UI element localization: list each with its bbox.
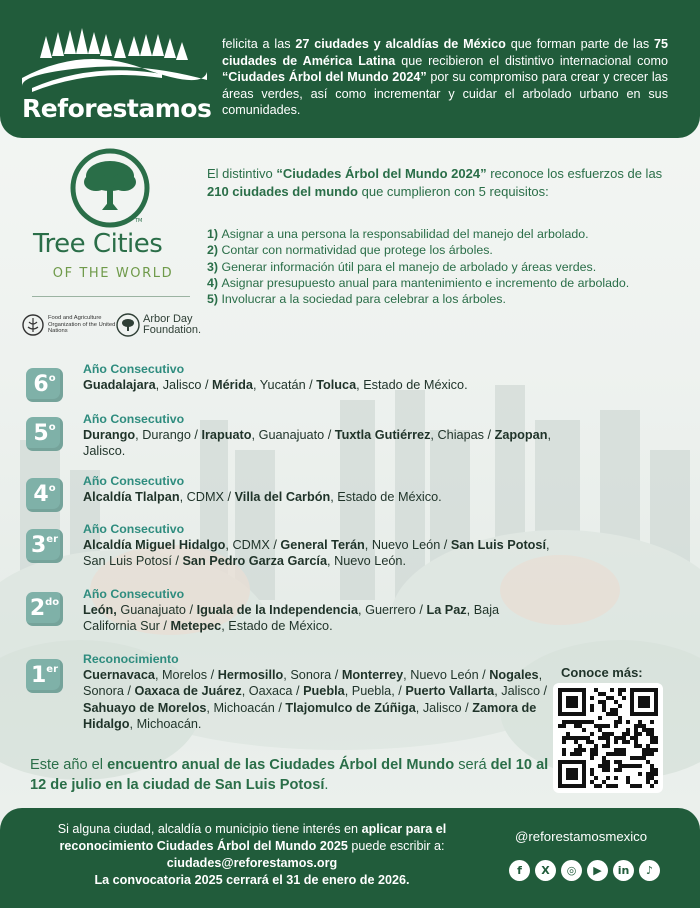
text-segment: reconoce los esfuerzos de las xyxy=(486,166,663,181)
highlight-text: Tuxtla Gutiérrez xyxy=(334,428,431,442)
highlight-text: 27 ciudades y alcaldías de México xyxy=(295,37,506,51)
highlight-text: “Ciudades Árbol del Mundo 2024” xyxy=(276,166,487,181)
requirement-item xyxy=(207,242,687,258)
header-banner xyxy=(0,0,700,138)
text-segment: , Jalisco. xyxy=(83,428,552,459)
qr-label: Conoce más: xyxy=(561,665,643,680)
text-segment: felicita a las xyxy=(222,37,296,51)
arbor-day-logo xyxy=(116,313,233,337)
highlight-text: “Ciudades Árbol del Mundo 2024” xyxy=(222,70,427,85)
forest-hills-logo-icon xyxy=(22,28,207,92)
youtube-icon[interactable]: ▶ xyxy=(587,860,608,881)
requirement-text: Involucrar a la sociedad para celebrar a los árboles. xyxy=(221,292,506,307)
year-badge xyxy=(26,529,63,563)
highlight-text: 75 ciudades de América Latina xyxy=(222,37,669,68)
requirement-item xyxy=(207,226,687,242)
cities-entry xyxy=(83,362,553,393)
highlight-text: Cuernavaca xyxy=(83,668,155,682)
footer-banner xyxy=(0,808,700,908)
highlight-text: Hermosillo xyxy=(217,668,284,682)
requirement-item xyxy=(207,275,687,291)
highlight-text: Tlajomulco de Zúñiga xyxy=(285,700,416,715)
tiktok-icon[interactable]: ♪ xyxy=(639,860,660,881)
text-segment: El distintivo xyxy=(207,166,277,181)
highlight-text: Toluca xyxy=(316,378,357,392)
year-ordinal: er xyxy=(46,534,59,545)
text-segment: . xyxy=(324,776,329,793)
requirement-text: Asignar a una persona la responsabilidad del manejo del arbolado. xyxy=(221,227,589,241)
requirement-number: 2) xyxy=(207,243,222,258)
highlight-text: La Paz xyxy=(426,603,467,617)
highlight-text: aplicar para el reconocimiento Ciudades Árbol del Mundo 2025 xyxy=(59,822,447,853)
requirement-text: Asignar presupuesto anual para mantenimiento e incremento de arbolado. xyxy=(221,275,630,290)
year-ordinal: o xyxy=(48,422,56,433)
cities-entry xyxy=(83,522,553,570)
year-badge xyxy=(26,592,63,626)
year-ordinal: o xyxy=(48,483,56,494)
entry-label: Año Consecutivo xyxy=(83,412,185,426)
cities-entry xyxy=(83,652,553,732)
highlight-text: Puerto Vallarta xyxy=(405,684,495,699)
linkedin-icon[interactable]: in xyxy=(613,860,634,881)
year-number: 5 xyxy=(33,421,49,446)
year-number: 1 xyxy=(30,663,47,688)
highlight-text: Monterrey xyxy=(341,668,404,682)
header-text xyxy=(222,36,668,119)
highlight-text: encuentro anual de las Ciudades Árbol del Mundo xyxy=(107,757,455,773)
contact-email[interactable]: ciudades@reforestamos.org xyxy=(166,856,338,870)
requirement-item xyxy=(207,291,687,307)
divider xyxy=(32,296,190,297)
footer-text xyxy=(18,821,486,889)
year-ordinal: o xyxy=(48,373,56,384)
footer-apply-text xyxy=(18,821,486,855)
year-badge xyxy=(26,478,63,512)
reforestamos-logo xyxy=(22,28,212,128)
entry-cities xyxy=(83,602,553,635)
text-segment: , Nuevo León / xyxy=(364,538,451,552)
year-badge xyxy=(26,417,63,451)
requirements-list xyxy=(207,226,687,307)
x-icon[interactable]: X xyxy=(535,860,556,881)
text-segment: Este año el xyxy=(30,757,108,773)
text-segment: será xyxy=(454,757,491,773)
qr-code-icon xyxy=(558,688,658,788)
text-segment: puede escribir a: xyxy=(347,839,445,853)
qr-code[interactable] xyxy=(553,683,663,793)
text-segment: , Baja California Sur / xyxy=(83,603,500,634)
text-segment: , Jalisco / xyxy=(155,378,213,392)
text-segment: por su compromiso para crear y crecer las áreas verdes, así como incrementar y cuidar el arbolado urbano en sus comunidades. xyxy=(222,70,668,118)
deadline-text: La convocatoria 2025 cerrará el 31 de enero de 2026. xyxy=(94,873,410,887)
highlight-text: Metepec xyxy=(170,619,222,634)
requirement-number: 3) xyxy=(207,259,222,274)
year-badge xyxy=(26,659,63,693)
text-segment: , CDMX / xyxy=(225,538,281,552)
highlight-text: León, xyxy=(83,603,117,617)
cities-entry xyxy=(83,587,553,635)
highlight-text: Zamora de Hidalgo xyxy=(83,700,537,731)
highlight-text: Irapuato xyxy=(201,428,252,442)
social-handle[interactable]: @reforestamosmexico xyxy=(515,829,648,844)
entry-label: Año Consecutivo xyxy=(83,362,185,376)
highlight-text: Guadalajara xyxy=(83,378,156,392)
cities-entry xyxy=(83,474,553,505)
text-segment: , Morelos / xyxy=(154,668,218,682)
requirement-item xyxy=(207,259,687,275)
requirement-text: Generar información útil para el manejo de arbolado y áreas verdes. xyxy=(221,259,597,274)
entry-cities xyxy=(83,537,553,570)
trademark-mark: TM xyxy=(135,218,143,224)
highlight-text: Durango xyxy=(83,428,136,442)
tree-cities-title: Tree Cities xyxy=(33,229,163,259)
highlight-text: Nogales xyxy=(489,668,539,682)
text-segment: , Estado de México. xyxy=(330,490,442,504)
highlight-text: Oaxaca de Juárez xyxy=(134,684,242,699)
year-number: 4 xyxy=(33,482,49,507)
text-segment: , Michoacán. xyxy=(129,716,202,731)
highlight-text: Iguala de la Independencia xyxy=(196,603,359,617)
text-segment: Si alguna ciudad, alcaldía o municipio tiene interés en xyxy=(57,822,362,836)
highlight-text: General Terán xyxy=(280,538,365,552)
social-icons xyxy=(509,860,660,881)
text-segment: , Michoacán / xyxy=(206,700,286,715)
year-number: 6 xyxy=(33,372,49,397)
text-segment: , Sonora / xyxy=(83,668,543,699)
year-badge xyxy=(26,368,63,402)
year-number: 2 xyxy=(29,596,46,621)
requirement-number: 1) xyxy=(207,227,222,241)
text-segment: que forman parte de las xyxy=(505,37,655,51)
entry-label: Año Consecutivo xyxy=(83,474,185,488)
text-segment: , San Luis Potosí / xyxy=(83,538,550,569)
highlight-text: Puebla xyxy=(303,684,345,699)
highlight-text: San Pedro Garza García xyxy=(182,554,328,569)
text-segment: , Estado de México. xyxy=(221,619,333,634)
cities-entry xyxy=(83,412,553,460)
text-segment: , Estado de México. xyxy=(356,378,468,392)
year-number: 3 xyxy=(30,533,47,558)
text-segment: , Nuevo León. xyxy=(327,554,407,569)
requirement-number: 5) xyxy=(207,292,222,307)
highlight-text: Alcaldía Tlalpan xyxy=(83,490,180,504)
year-ordinal: do xyxy=(45,597,60,608)
highlight-text: San Luis Potosí xyxy=(450,538,547,552)
highlight-text: Mérida xyxy=(212,378,253,392)
highlight-text: 210 ciudades del mundo xyxy=(207,183,358,199)
entry-cities xyxy=(83,489,553,505)
fao-logo xyxy=(22,314,120,336)
text-segment: , Oaxaca / xyxy=(241,684,304,699)
arbor-day-tree-icon xyxy=(116,313,140,337)
fao-emblem-icon xyxy=(22,314,44,336)
requirement-text: Contar con normatividad que protege los árboles. xyxy=(221,243,493,258)
text-segment: , Durango / xyxy=(135,428,202,442)
entry-label: Año Consecutivo xyxy=(83,587,185,601)
arbor-day-text: Arbor Day Foundation. xyxy=(143,313,202,336)
highlight-text: Villa del Carbón xyxy=(234,490,331,504)
text-segment: Guanajuato / xyxy=(116,603,197,617)
fao-text: Food and Agriculture Organization of the United Nations xyxy=(48,315,116,335)
entry-cities xyxy=(83,667,553,732)
text-segment: , Yucatán / xyxy=(252,378,317,392)
requirement-number: 4) xyxy=(207,275,222,290)
entry-label: Reconocimiento xyxy=(83,652,179,666)
facebook-icon[interactable]: f xyxy=(509,860,530,881)
reforestamos-wordmark: Reforestamos xyxy=(22,94,212,123)
highlight-text: del 10 al 12 de julio en la ciudad de San Luis Potosí xyxy=(30,757,549,793)
text-segment: , Guanajuato / xyxy=(251,428,335,442)
text-segment: , Guerrero / xyxy=(358,603,427,617)
highlight-text: Alcaldía Miguel Hidalgo xyxy=(83,538,226,552)
entry-cities xyxy=(83,377,553,393)
year-ordinal: er xyxy=(46,664,59,675)
text-segment: , CDMX / xyxy=(179,490,235,504)
text-segment: , Nuevo León / xyxy=(403,668,490,682)
text-segment: que recibieron el distintivo internacional como xyxy=(395,53,668,68)
instagram-icon[interactable]: ◎ xyxy=(561,860,582,881)
text-segment: , Puebla, / xyxy=(344,684,406,699)
entry-label: Año Consecutivo xyxy=(83,522,185,536)
tree-cities-subtitle: OF THE WORLD xyxy=(52,266,174,281)
highlight-text: Sahuayo de Morelos xyxy=(83,700,207,715)
text-segment: , Jalisco / xyxy=(494,684,548,699)
text-segment: , Jalisco / xyxy=(415,700,473,715)
text-segment: , Chiapas / xyxy=(430,428,495,442)
text-segment: , Sonora / xyxy=(283,668,342,682)
entry-cities xyxy=(83,427,553,460)
tree-cities-emblem xyxy=(28,148,198,283)
text-segment: que cumplieron con 5 requisitos: xyxy=(358,183,549,199)
highlight-text: Zapopan xyxy=(494,428,548,442)
intro-text xyxy=(207,165,677,200)
closing-text xyxy=(30,756,550,795)
